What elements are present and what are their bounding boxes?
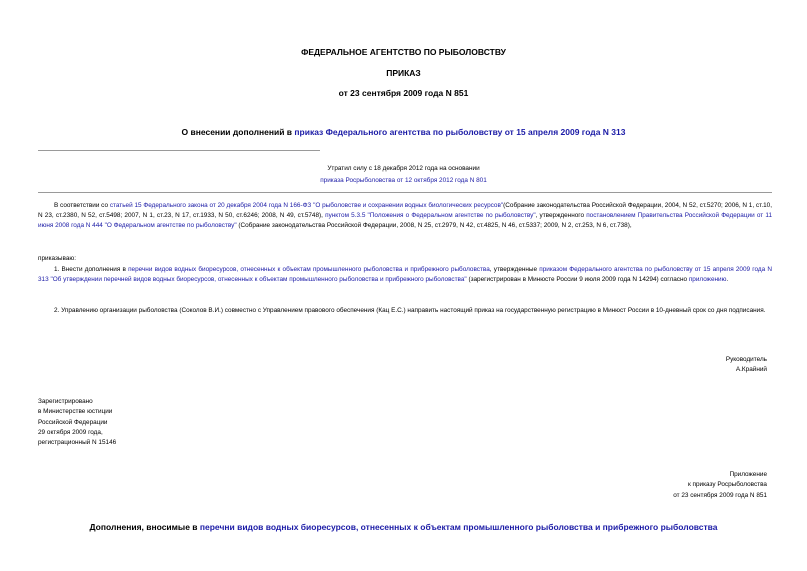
signature-block	[540, 355, 767, 375]
government-decree-link[interactable]: постановлением Правительства Российской Федерации от 11 июня 2008 года N 444 "О Федеральном агентстве по рыболовству"	[38, 212, 772, 230]
appendix-title	[0, 522, 807, 532]
registration-line-5: регистрационный N 15146	[38, 439, 117, 447]
species-lists-link[interactable]: перечни видов водных биоресурсов, отнесенных к объектам промышленного рыболовства и прибрежного рыболовства	[128, 266, 490, 273]
registration-line-2: в Министерстве юстиции	[38, 408, 113, 416]
preamble-text-2: (Собрание законодательства Российской Федерации, 2004, N 52, ст.5270; 2006, N 1, ст.10, N 23, ст.2380, N 52, ст.5498; 2007, N 1, ст.23, N 17, ст.1933, N 50, ст.6246; 2008, N 49, ст.5748),	[38, 202, 772, 220]
item-1-text-2: , утвержденные	[489, 266, 540, 273]
document-title	[0, 127, 807, 137]
appendix-title-link[interactable]: перечни видов водных биоресурсов, отнесенных к объектам промышленного рыболовства и прибрежного рыболовства	[199, 522, 718, 532]
item-1-paragraph	[38, 265, 772, 285]
document-type: ПРИКАЗ	[386, 68, 421, 78]
preamble-text-3: , утвержденного	[535, 212, 587, 220]
appendix-title-prefix: Дополнения, вносимые в	[89, 522, 200, 532]
order-word: приказываю:	[38, 255, 76, 262]
appendix-line-3: от 23 сентября 2009 года N 851	[673, 491, 767, 499]
item-1-text-1: 1. Внести дополнения в	[54, 266, 129, 273]
title-amended-order-link[interactable]: приказ Федерального агентства по рыболовству от 15 апреля 2009 года N 313	[294, 127, 626, 137]
divider-short	[38, 150, 320, 151]
title-prefix: О внесении дополнений в	[181, 127, 295, 137]
divider-full	[38, 192, 772, 193]
appendix-link[interactable]: приложению	[688, 276, 727, 284]
agency-name: ФЕДЕРАЛЬНОЕ АГЕНТСТВО ПО РЫБОЛОВСТВУ	[301, 47, 506, 57]
registration-line-3: Российской Федерации	[38, 418, 108, 426]
status-line: Утратил силу с 18 декабря 2012 года на основании	[327, 165, 480, 172]
appendix-line-1: Приложение	[729, 471, 767, 478]
signature-name: А.Крайний	[735, 366, 767, 373]
item-1-text-3: (зарегистрирован в Минюсте России 9 июля 2009 года N 14294) согласно	[466, 276, 689, 284]
registration-line-4: 29 октября 2009 года,	[38, 428, 103, 436]
preamble-text-1: В соответствии со	[54, 202, 110, 209]
appendix-block	[520, 470, 767, 501]
status-note	[0, 164, 807, 186]
status-repeal-link[interactable]: приказа Росрыболовства от 12 октября 2012 года N 801	[320, 177, 487, 184]
document-date-number: от 23 сентября 2009 года N 851	[338, 88, 469, 98]
preamble-text-4: (Собрание законодательства Российской Федерации, 2008, N 25, ст.2979, N 42, ст.4825, N 46, ст.5337; 2009, N 2, ст.253, N 6, ст.738),	[236, 222, 632, 230]
registration-line-1: Зарегистрировано	[38, 398, 93, 405]
regulation-clause-link[interactable]: пунктом 5.3.5 "Положения о Федеральном агентстве по рыболовству"	[325, 212, 536, 220]
registration-block	[38, 397, 278, 448]
item-1-text-4: .	[726, 276, 729, 284]
preamble-paragraph	[38, 201, 772, 232]
federal-law-link[interactable]: статьей 15 Федерального закона от 20 декабря 2004 года N 166-ФЗ "О рыболовстве и сохранении водных биологических ресурсов"	[109, 202, 504, 209]
order-313-link[interactable]: приказом Федерального агентства по рыболовству от 15 апреля 2009 года N 313 "Об утверждении перечней видов водных биоресурсов, отнесенных к объектам промышленного рыболовства и прибрежного рыболовства"	[38, 266, 772, 284]
signature-position: Руководитель	[725, 356, 767, 363]
item-2-paragraph: 2. Управлению организации рыболовства (Соколов В.И.) совместно с Управлением правового обеспечения (Кац Е.С.) направить настоящий приказ на государственную регистрацию в Минюст России в 10-дневный срок со дня подписания.	[54, 307, 766, 314]
appendix-line-2: к приказу Росрыболовства	[687, 481, 767, 489]
